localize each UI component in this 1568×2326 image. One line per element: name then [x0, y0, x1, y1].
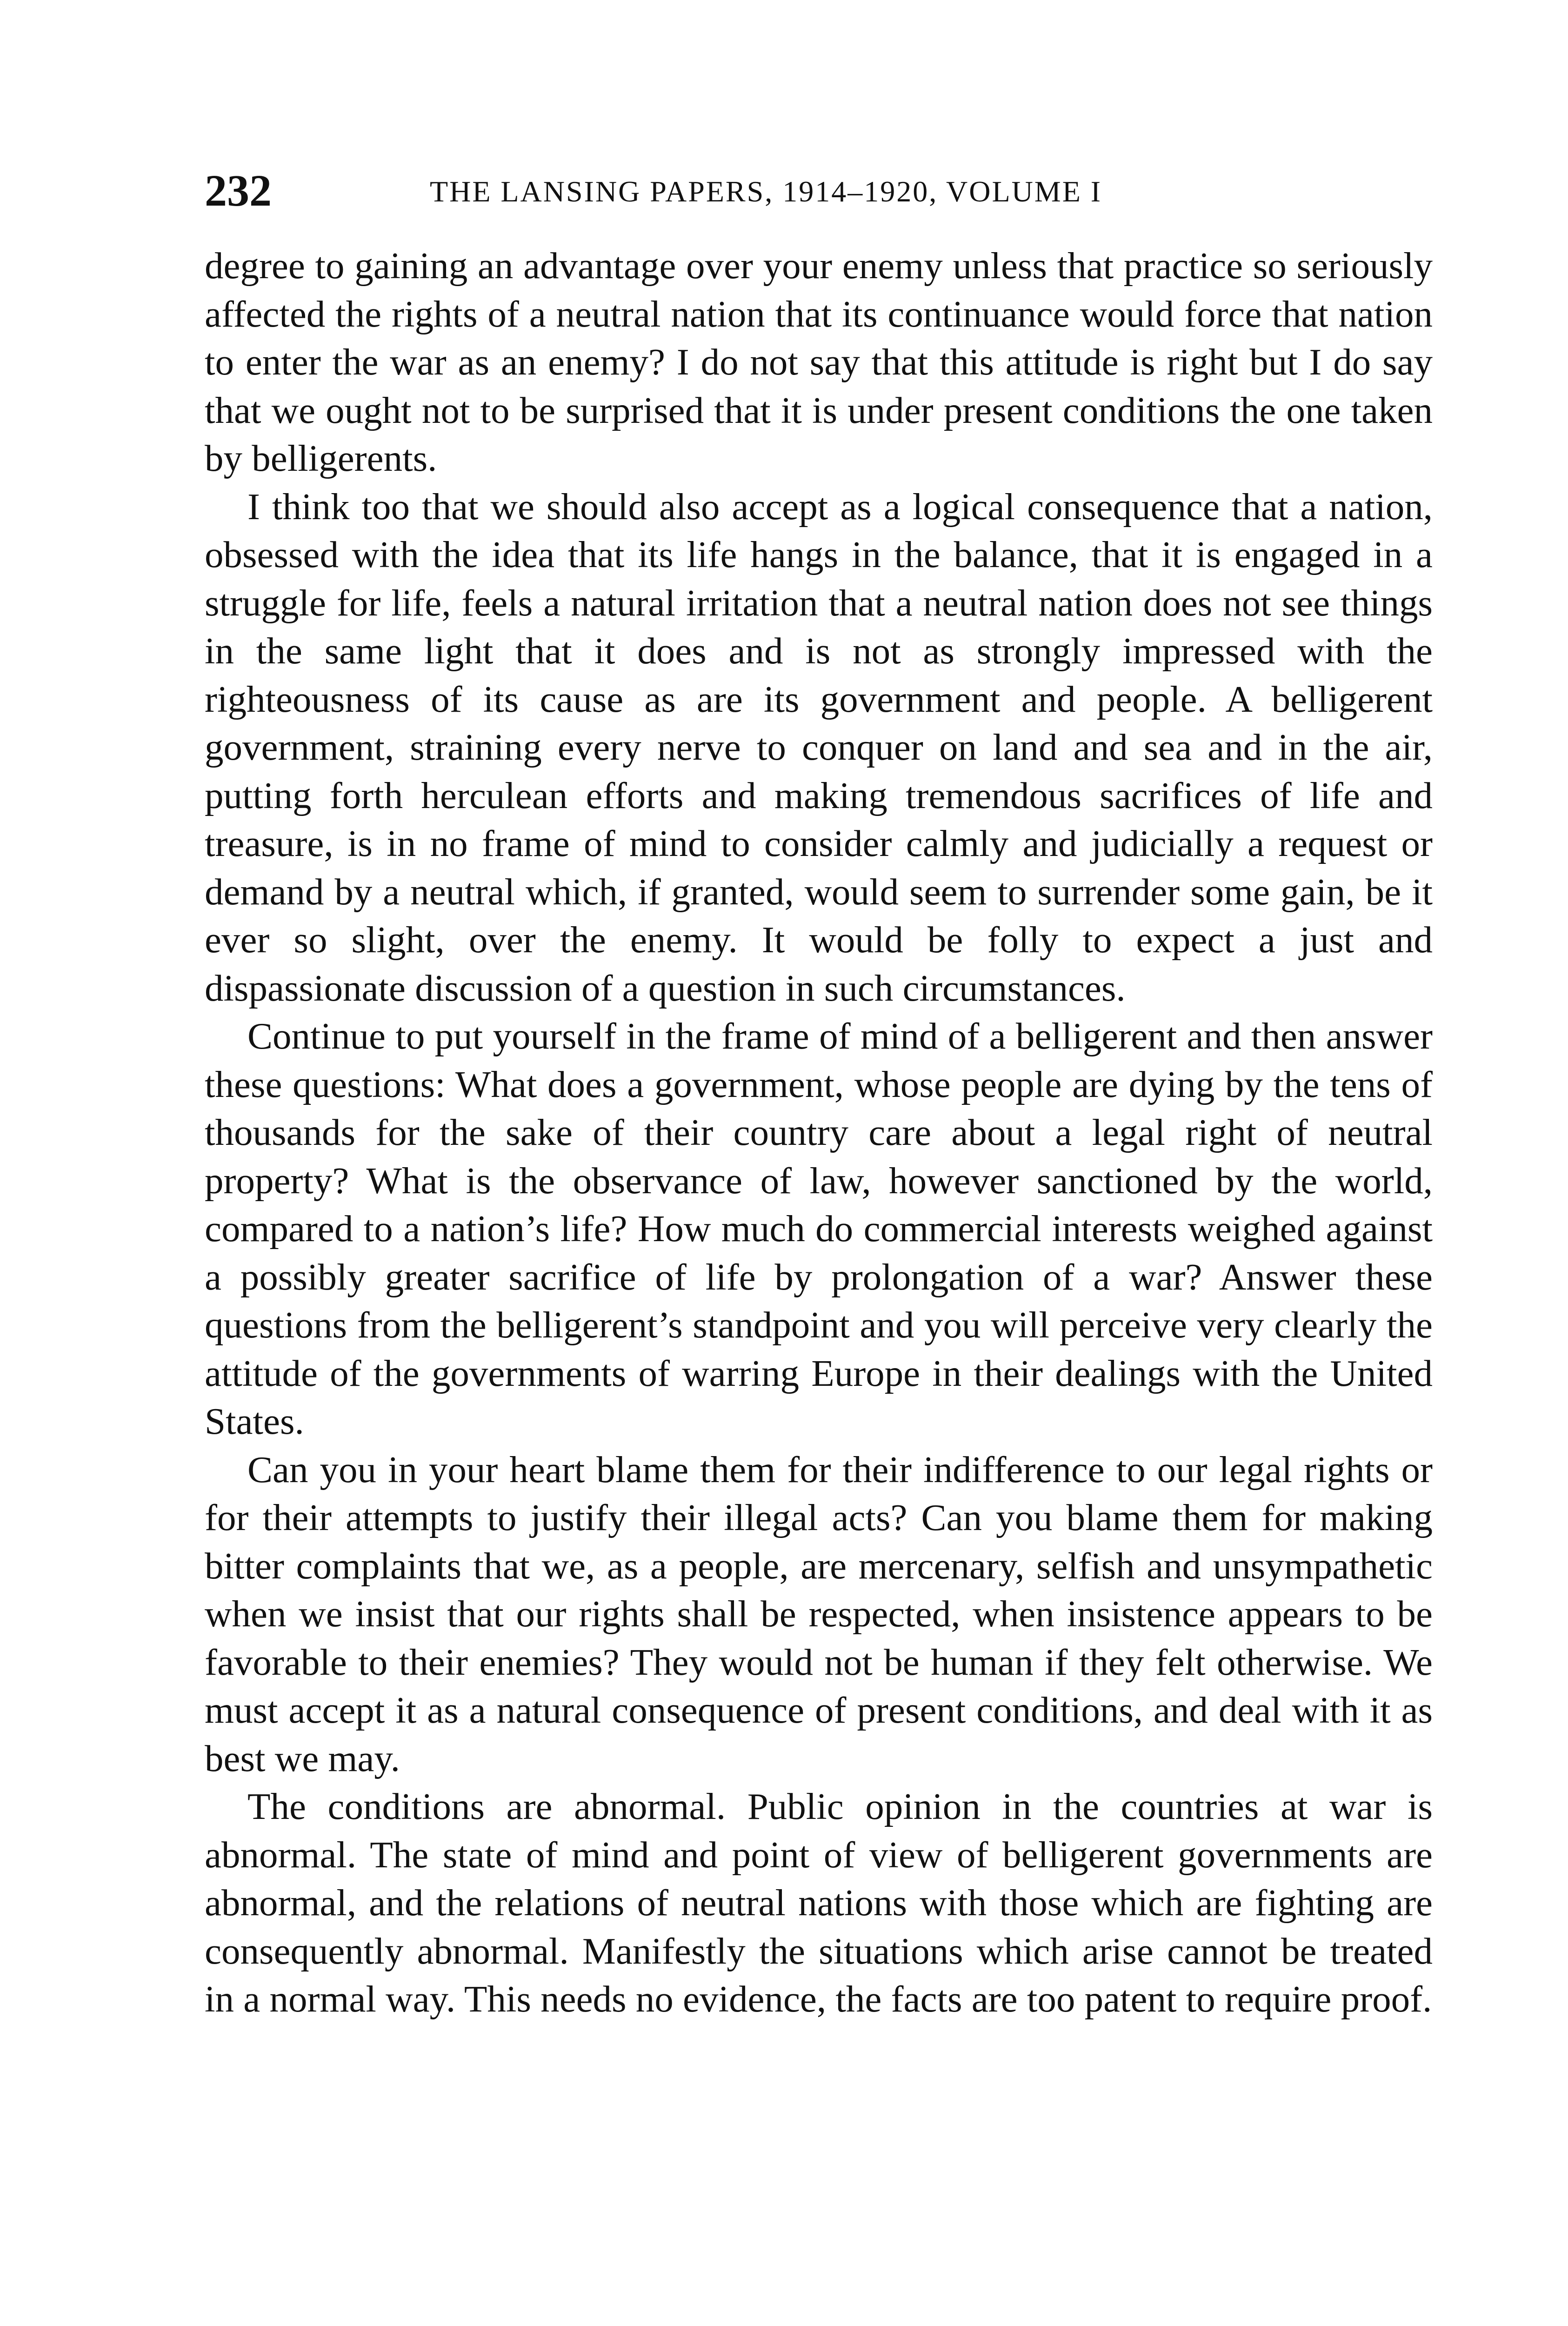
paragraph-5: The conditions are abnormal. Public opinion in the countries at war is abnormal. The state of mind and point of view of belligerent governments are abnormal, and the relations of neutral nations with those which are fighting are consequently abnormal. Manifestly the situations which arise cannot be treated in a normal way. This needs no evidence, the facts are too patent to require proof. — [205, 1785, 1433, 2020]
running-head — [205, 163, 1433, 219]
paragraph-1: degree to gaining an advantage over your enemy unless that practice so seriously affected the rights of a neutral nation that its continuance would force that nation to enter the war as an enemy? I do not say that this attitude is right but I do say that we ought not to be surprised that it is under present conditions the one taken by belligerents. — [205, 245, 1433, 479]
body-text — [205, 242, 1433, 2024]
running-title: THE LANSING PAPERS, 1914–1920, VOLUME I — [430, 175, 1102, 208]
page-number: 232 — [205, 166, 272, 215]
paragraph-3: Continue to put yourself in the frame of mind of a belligerent and then answer these questions: What does a government, whose people are dying by the tens of thousands for the sake of their country care about a legal right of neutral property? What is the observance of law, however sanctioned by the world, compared to a nation’s life? How much do commercial interests weighed against a possibly greater sacrifice of life by prolongation of a war? Answer these questions from the belligerent’s standpoint and you will perceive very clearly the attitude of the governments of warring Europe in their dealings with the United States. — [205, 1015, 1433, 1442]
paragraph-2: I think too that we should also accept as a logical consequence that a nation, obsessed with the idea that its life hangs in the balance, that it is engaged in a struggle for life, feels a natural irritation that a neutral nation does not see things in the same light that it does and is not as strongly impressed with the righteousness of its cause as are its government and people. A belligerent government, straining every nerve to conquer on land and sea and in the air, putting forth herculean efforts and making tremendous sacrifices of life and treasure, is in no frame of mind to consider calmly and judicially a request or demand by a neutral which, if granted, would seem to surrender some gain, be it ever so slight, over the enemy. It would be folly to expect a just and dispassionate discussion of a question in such circumstances. — [205, 485, 1433, 1009]
paragraph-4: Can you in your heart blame them for their indifference to our legal rights or for their attempts to justify their illegal acts? Can you blame them for making bitter complaints that we, as a people, are mercenary, selfish and unsympathetic when we insist that our rights shall be respected, when insistence appears to be favorable to their enemies? They would not be human if they felt otherwise. We must accept it as a natural consequence of present conditions, and deal with it as best we may. — [205, 1448, 1433, 1779]
